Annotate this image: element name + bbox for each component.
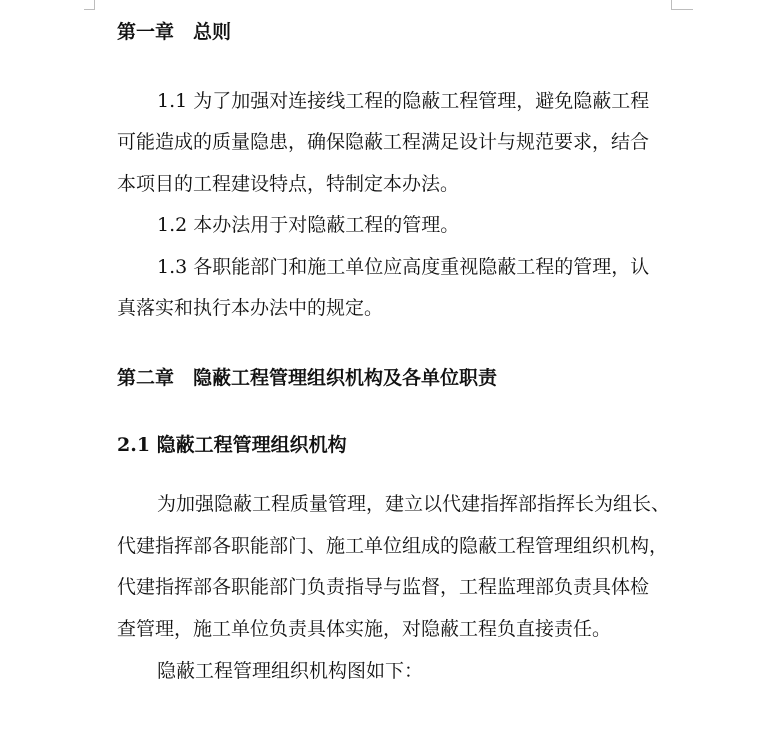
paragraph-1-2: 1.2 本办法用于对隐蔽工程的管理。 xyxy=(157,214,460,236)
org-chart-intro: 隐蔽工程管理组织机构图如下： xyxy=(157,660,424,682)
paragraph-1-3-line-1: 1.3 各职能部门和施工单位应高度重视隐蔽工程的管理，认 xyxy=(157,256,650,278)
corner-mark-left-horizontal xyxy=(84,9,95,10)
paragraph-1-1-line-1: 1.1 为了加强对连接线工程的隐蔽工程管理，避免隐蔽工程 xyxy=(157,90,650,112)
paragraph-2-1-line-2: 代建指挥部各职能部门、施工单位组成的隐蔽工程管理组织机构， xyxy=(117,535,669,557)
paragraph-1-1-line-2: 可能造成的质量隐患，确保隐蔽工程满足设计与规范要求，结合 xyxy=(117,131,650,153)
paragraph-1-1-line-3: 本项目的工程建设特点，特制定本办法。 xyxy=(117,173,460,195)
paragraph-2-1-line-4: 查管理，施工单位负责具体实施，对隐蔽工程负直接责任。 xyxy=(117,618,612,640)
section-2-1-title: 2.1 隐蔽工程管理组织机构 xyxy=(117,434,347,456)
paragraph-2-1-line-1: 为加强隐蔽工程质量管理，建立以代建指挥部指挥长为组长、 xyxy=(157,493,671,515)
paragraph-2-1-line-3: 代建指挥部各职能部门负责指导与监督，工程监理部负责具体检 xyxy=(117,576,650,598)
chapter-2-title: 第二章 隐蔽工程管理组织机构及各单位职责 xyxy=(117,367,498,389)
corner-mark-right-horizontal xyxy=(671,9,693,10)
chapter-1-title: 第一章 总则 xyxy=(117,21,232,43)
paragraph-1-3-line-2: 真落实和执行本办法中的规定。 xyxy=(117,297,384,319)
